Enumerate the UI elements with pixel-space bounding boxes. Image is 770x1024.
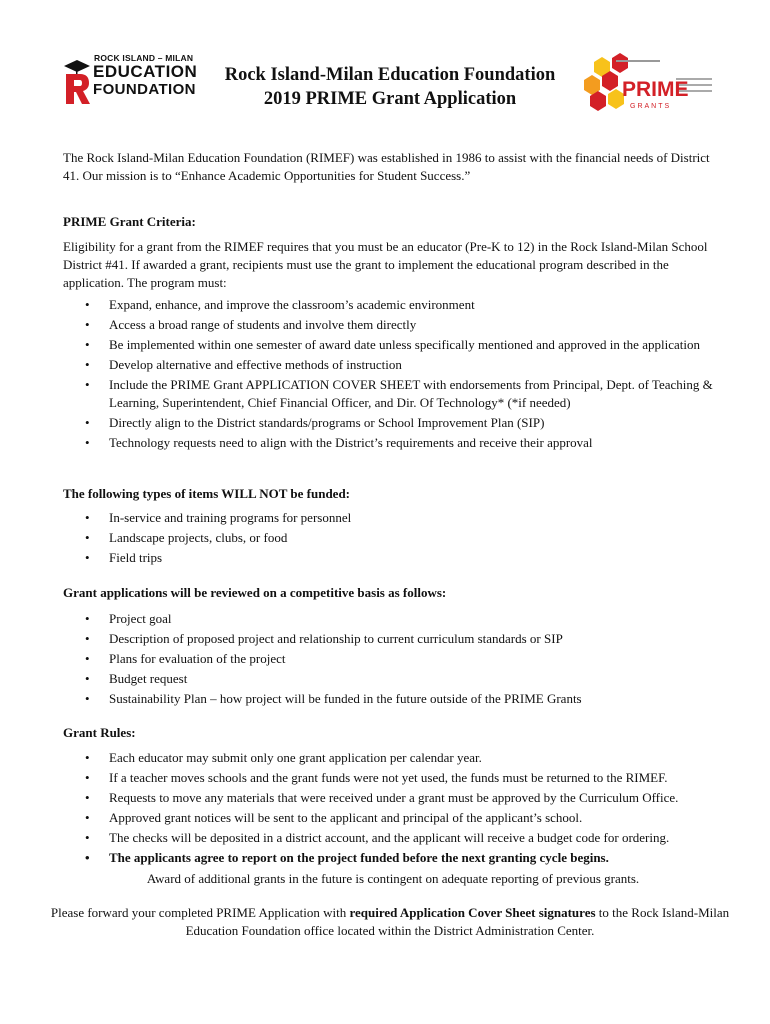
list-item: • Budget request	[63, 670, 723, 688]
title-line-2: 2019 PRIME Grant Application	[263, 89, 517, 109]
list-item: • Requests to move any materials that were received under a grant must be approved by the Curriculum Office.	[63, 789, 723, 807]
list-item: • Field trips	[63, 549, 723, 567]
logo-line-2: EDUCATION	[93, 62, 198, 81]
logo-line-1: ROCK ISLAND – MILAN	[94, 53, 194, 63]
list-item: • Each educator may submit only one grant application per calendar year.	[63, 749, 723, 767]
prime-wordmark: PRIME	[622, 78, 689, 101]
review-heading: Grant applications will be reviewed on a competitive basis as follows:	[63, 585, 447, 600]
intro-paragraph: The Rock Island-Milan Education Foundation (RIMEF) was established in 1986 to assist with the financial needs of District 41. Our mission is to “Enhance Academic Opportunities for Student Success.”	[63, 150, 710, 183]
logo-line-3: FOUNDATION	[93, 81, 196, 98]
prime-hexagons-icon	[580, 52, 720, 118]
forward-text-2: to the Rock Island-Milan Education Foundation office located within the District Administration Center.	[185, 905, 730, 938]
rules-list	[63, 749, 723, 869]
list-item: • Include the PRIME Grant APPLICATION COVER SHEET with endorsements from Principal, Dept. of Teaching & Learning, Superintendent, Chief Financial Officer, and Dir. Of Technology* (*if needed)	[63, 376, 723, 412]
not-funded-list	[63, 509, 723, 569]
not-funded-heading: The following types of items WILL NOT be funded:	[63, 486, 351, 501]
list-item: • The checks will be deposited in a district account, and the applicant will receive a budget code for ordering.	[63, 829, 723, 847]
list-item: • Project goal	[63, 610, 723, 628]
forward-instructions	[40, 904, 740, 940]
list-item: • Plans for evaluation of the project	[63, 650, 723, 668]
eligibility-paragraph: Eligibility for a grant from the RIMEF requires that you must be an educator (Pre-K to 12) in the Rock Island-Milan School District #41. If awarded a grant, recipients must use the grant to implement the educational program described in the application. The program must:	[63, 239, 708, 290]
list-item: • Directly align to the District standards/programs or School Improvement Plan (SIP)	[63, 414, 723, 432]
prime-grants-logo	[580, 52, 720, 118]
forward-bold: required Application Cover Sheet signatures	[349, 905, 596, 920]
list-item: • In-service and training programs for personnel	[63, 509, 723, 527]
rimef-logo	[60, 50, 198, 108]
list-item: • Landscape projects, clubs, or food	[63, 529, 723, 547]
criteria-list	[63, 296, 723, 454]
list-item: • Technology requests need to align with the District’s requirements and receive their approval	[63, 434, 723, 452]
list-item: • Sustainability Plan – how project will be funded in the future outside of the PRIME Grants	[63, 690, 723, 708]
list-item: • The applicants agree to report on the project funded before the next granting cycle begins.	[63, 849, 723, 867]
list-item: • Be implemented within one semester of award date unless specifically mentioned and approved in the application	[63, 336, 723, 354]
rules-heading: Grant Rules:	[63, 725, 136, 740]
forward-text-1: Please forward your completed PRIME Application with	[50, 905, 350, 920]
title-line-1: Rock Island-Milan Education Foundation	[224, 65, 556, 85]
list-item: • Access a broad range of students and involve them directly	[63, 316, 723, 334]
list-item: • Description of proposed project and relationship to current curriculum standards or SIP	[63, 630, 723, 648]
r-mark-icon	[62, 56, 92, 106]
list-item: • Develop alternative and effective methods of instruction	[63, 356, 723, 374]
review-list	[63, 610, 723, 710]
award-note: Award of additional grants in the future is contingent on adequate reporting of previous grants.	[146, 871, 640, 886]
grants-wordmark: GRANTS	[630, 103, 672, 110]
document-title	[200, 63, 580, 111]
list-item: • Expand, enhance, and improve the classroom’s academic environment	[63, 296, 723, 314]
list-item: • Approved grant notices will be sent to the applicant and principal of the applicant’s school.	[63, 809, 723, 827]
list-item: • If a teacher moves schools and the grant funds were not yet used, the funds must be returned to the RIMEF.	[63, 769, 723, 787]
criteria-heading: PRIME Grant Criteria:	[63, 214, 196, 229]
